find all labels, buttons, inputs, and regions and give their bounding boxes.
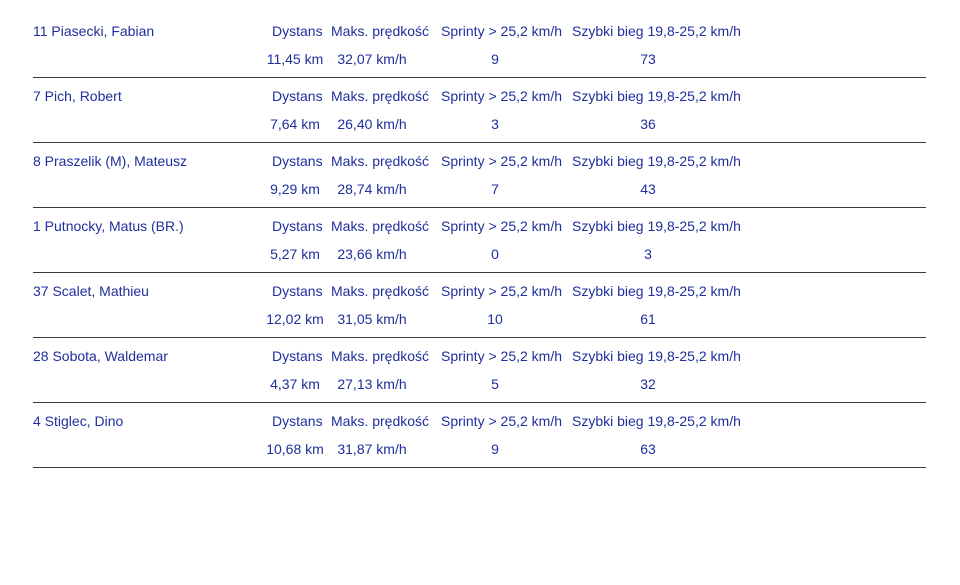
max-speed-value: 23,66 km/h	[337, 246, 407, 262]
player-name: 7 Pich, Robert	[33, 88, 122, 104]
distance-value: 11,45 km	[266, 51, 324, 67]
max-speed-value: 27,13 km/h	[337, 376, 407, 392]
player-row	[33, 273, 926, 338]
player-name: 8 Praszelik (M), Mateusz	[33, 153, 188, 169]
distance-header: Dystans	[272, 218, 323, 234]
distance-value: 10,68 km	[266, 441, 324, 457]
fast-run-header: Szybki bieg 19,8-25,2 km/h	[572, 88, 741, 104]
sprints-value: 10	[487, 311, 503, 327]
max-speed-header: Maks. prędkość	[331, 413, 430, 429]
max-speed-header: Maks. prędkość	[331, 88, 430, 104]
player-row	[33, 208, 926, 273]
sprints-header: Sprinty > 25,2 km/h	[441, 218, 563, 234]
player-name: 1 Putnocky, Matus (BR.)	[33, 218, 184, 234]
sprints-value: 5	[491, 376, 499, 392]
max-speed-value: 26,40 km/h	[337, 116, 407, 132]
fast-run-value: 63	[640, 441, 656, 457]
player-name: 4 Stiglec, Dino	[33, 413, 124, 429]
distance-header: Dystans	[272, 413, 323, 429]
max-speed-value: 31,87 km/h	[337, 441, 407, 457]
fast-run-header: Szybki bieg 19,8-25,2 km/h	[572, 348, 741, 364]
max-speed-header: Maks. prędkość	[331, 153, 430, 169]
distance-header: Dystans	[272, 153, 323, 169]
fast-run-header: Szybki bieg 19,8-25,2 km/h	[572, 283, 741, 299]
sprints-value: 9	[491, 51, 499, 67]
fast-run-value: 61	[640, 311, 656, 327]
distance-header: Dystans	[272, 283, 323, 299]
player-row	[33, 143, 926, 208]
fast-run-value: 43	[640, 181, 656, 197]
sprints-header: Sprinty > 25,2 km/h	[441, 348, 563, 364]
distance-value: 9,29 km	[270, 181, 320, 197]
sprints-value: 9	[491, 441, 499, 457]
fast-run-value: 32	[640, 376, 656, 392]
sprints-header: Sprinty > 25,2 km/h	[441, 88, 563, 104]
fast-run-value: 3	[644, 246, 652, 262]
player-name: 28 Sobota, Waldemar	[33, 348, 168, 364]
max-speed-header: Maks. prędkość	[331, 23, 430, 39]
player-row	[33, 403, 926, 468]
sprints-value: 3	[491, 116, 499, 132]
player-name: 37 Scalet, Mathieu	[33, 283, 149, 299]
player-row	[33, 338, 926, 403]
sprints-header: Sprinty > 25,2 km/h	[441, 23, 563, 39]
max-speed-header: Maks. prędkość	[331, 348, 430, 364]
max-speed-header: Maks. prędkość	[331, 218, 430, 234]
fast-run-header: Szybki bieg 19,8-25,2 km/h	[572, 153, 741, 169]
distance-header: Dystans	[272, 88, 323, 104]
sprints-header: Sprinty > 25,2 km/h	[441, 413, 563, 429]
player-name: 11 Piasecki, Fabian	[33, 23, 155, 39]
fast-run-value: 73	[640, 51, 656, 67]
sprints-value: 7	[491, 181, 499, 197]
fast-run-header: Szybki bieg 19,8-25,2 km/h	[572, 23, 741, 39]
distance-value: 4,37 km	[270, 376, 320, 392]
distance-value: 12,02 km	[266, 311, 324, 327]
player-row	[33, 78, 926, 143]
distance-value: 5,27 km	[270, 246, 320, 262]
max-speed-header: Maks. prędkość	[331, 283, 430, 299]
player-stats-table	[33, 13, 926, 468]
fast-run-header: Szybki bieg 19,8-25,2 km/h	[572, 218, 741, 234]
fast-run-value: 36	[640, 116, 656, 132]
sprints-value: 0	[491, 246, 499, 262]
max-speed-value: 32,07 km/h	[337, 51, 407, 67]
sprints-header: Sprinty > 25,2 km/h	[441, 153, 563, 169]
distance-header: Dystans	[272, 348, 323, 364]
sprints-header: Sprinty > 25,2 km/h	[441, 283, 563, 299]
distance-header: Dystans	[272, 23, 323, 39]
fast-run-header: Szybki bieg 19,8-25,2 km/h	[572, 413, 741, 429]
distance-value: 7,64 km	[270, 116, 320, 132]
player-row	[33, 13, 926, 78]
max-speed-value: 31,05 km/h	[337, 311, 407, 327]
max-speed-value: 28,74 km/h	[337, 181, 407, 197]
